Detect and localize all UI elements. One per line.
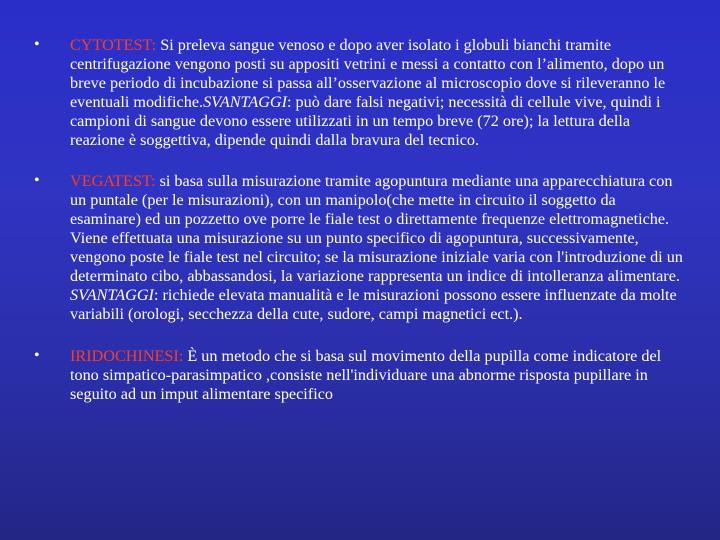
bullet-dot-icon: • [34, 36, 40, 53]
bullet-vegatest [34, 172, 684, 323]
svantaggi-label: SVANTAGGI [70, 285, 154, 304]
term-cytotest: CYTOTEST [70, 36, 152, 54]
text-vegatest-svantaggi: : richiede elevata manualità e le misurazioni possono essere influenzate da molte variabili (orologi, secchezza della cute, sudore, campi magnetici ect.). [70, 285, 677, 323]
term-vegatest: VEGATEST [70, 172, 152, 191]
text-cytotest-body: Si preleva sangue venoso e dopo aver isolato i globuli bianchi tramite centrifugazione vengono posti su appositi vetrini e messi a contatto con l’alimento, dopo un breve periodo di incubazione si passa all’osservazione al microscopio dove si rileveranno le eventuali modifiche. [70, 36, 666, 111]
bullet-list [34, 36, 684, 426]
text-cytotest-svantaggi: : può dare falsi negativi; necessità di cellule vive, quindi i campioni di sangue devono essere utilizzati in un tempo breve (72 ore); la lettura della reazione è soggettiva, dipende quindi dalla bravura del tecnico. [70, 92, 661, 149]
svantaggi-label: SVANTAGGI [203, 92, 287, 111]
term-colon: : [151, 172, 156, 191]
term-iridochinesi: IRIDOCHINESI [70, 346, 179, 365]
bullet-cytotest [34, 36, 684, 149]
bullet-dot-icon: • [34, 346, 40, 364]
term-colon: : [151, 36, 157, 54]
term-colon: : [178, 346, 184, 365]
bullet-dot-icon: • [34, 172, 40, 190]
text-vegatest-body: si basa sulla misurazione tramite agopuntura mediante una apparecchiatura con un puntale (per le misurazioni), con un manipolo(che mette in circuito il soggetto da esaminare) ed un pozzetto ove porre le fiale test o direttamente frequenze elettromagnetiche. Viene effettuata una misurazione su un punto specifico di agopuntura, successivamente, vengono poste le fiale test nel circuito; se la misurazione iniziale varia con l'introduzione di un determinato cibo, abbassandosi, la variazione rappresenta un indice di intolleranza alimentare. [70, 172, 683, 285]
bullet-iridochinesi [34, 347, 684, 404]
text-iridochinesi-body: È un metodo che si basa sul movimento della pupilla come indicatore del tono simpatico-parasimpatico ,consiste nell'individuare una abnorme risposta pupillare in seguito ad un imput alimentare specifico [70, 346, 662, 403]
